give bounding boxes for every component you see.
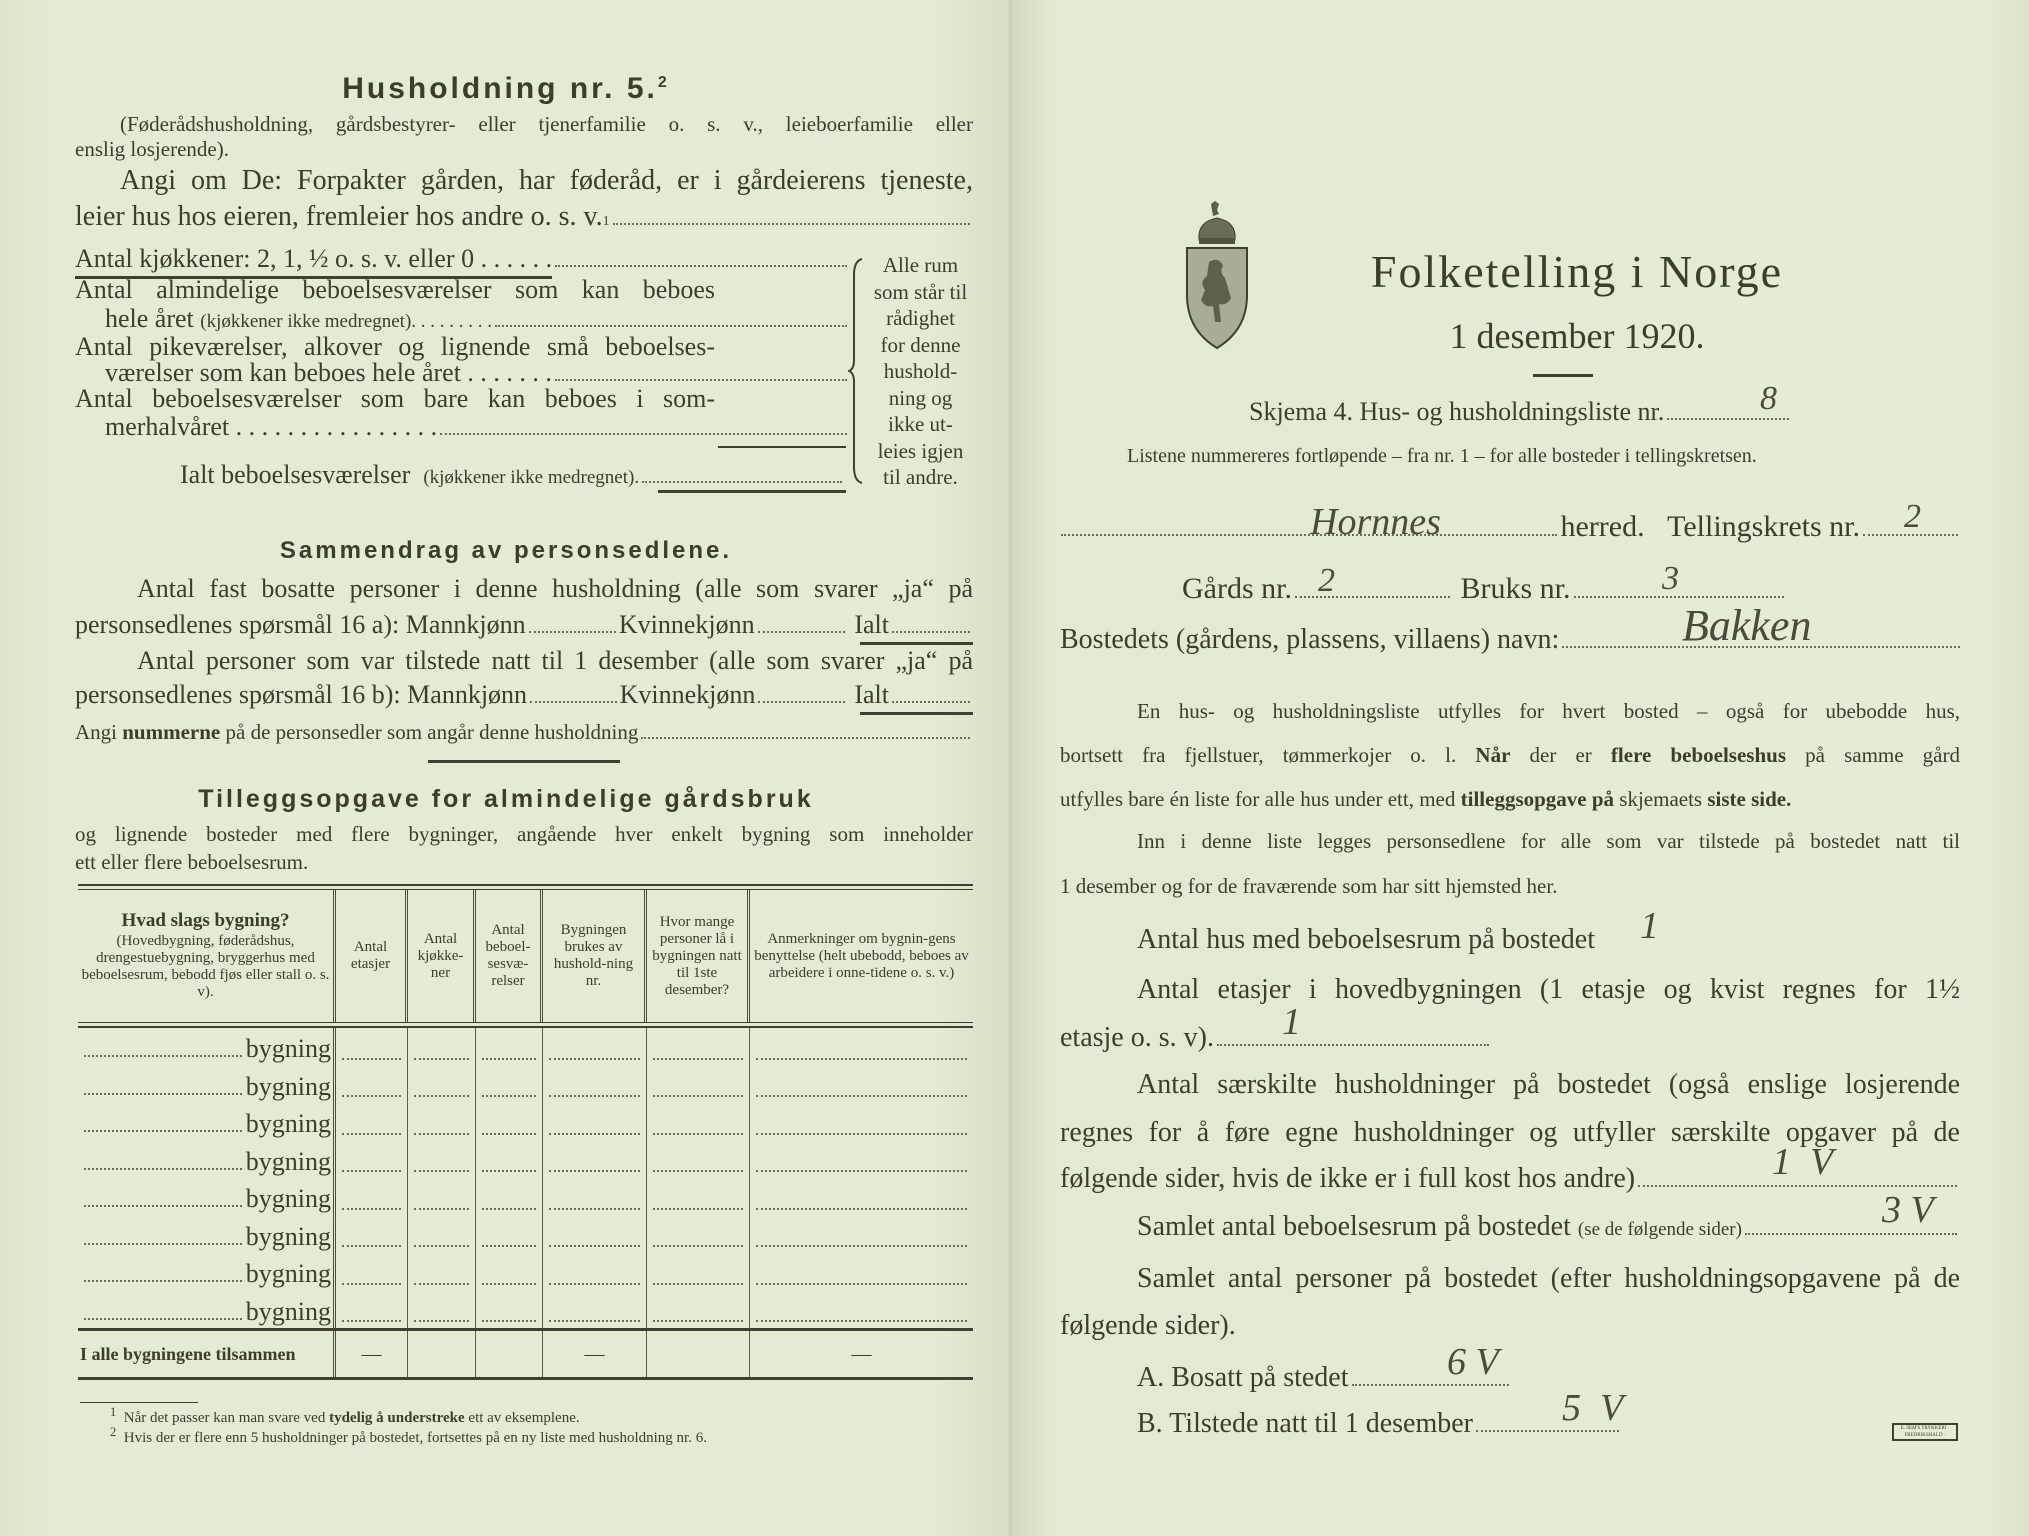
female-field xyxy=(758,631,845,633)
table-cell xyxy=(647,1253,750,1291)
table-cell xyxy=(750,1253,973,1291)
small-rooms-field xyxy=(555,379,847,381)
column-title: Antal etasjer xyxy=(350,939,391,972)
table-cell xyxy=(647,1178,750,1216)
dotted-field xyxy=(84,1055,242,1057)
table-cell xyxy=(647,1331,750,1377)
divider xyxy=(1533,374,1593,377)
dotted-field xyxy=(482,1208,536,1210)
male-field xyxy=(529,631,616,633)
bygning-label: bygning xyxy=(245,1071,331,1101)
households-line: Antal særskilte husholdninger på bostedet (også enslige losjerende xyxy=(1137,1069,1960,1100)
table-cell xyxy=(336,1103,408,1141)
bygning-label: bygning xyxy=(245,1259,331,1288)
instruction-line: Inn i denne liste legges personsedlene for alle som var tilstede på bostedet natt til xyxy=(1137,829,1960,853)
bracket-note-line: ikke ut- xyxy=(888,412,953,436)
summer-rooms-field xyxy=(440,433,847,435)
column-title: Bygningen brukes av hushold-ning nr. xyxy=(553,922,634,989)
column-header xyxy=(750,890,973,1022)
table-cell xyxy=(408,1028,476,1066)
table-cell xyxy=(476,1103,543,1141)
houses-value: 1 xyxy=(1640,905,1659,947)
resident-field xyxy=(1352,1384,1509,1386)
column-subtitle: (Hovedbygning, føderådshus, drengestuebygning, bryggerhus med beboelsesrum, bebodd fjøs eller stall o. s. v). xyxy=(81,932,330,1000)
small-rooms-line: Antal pikeværelser, alkover og lignende små beboelses- xyxy=(75,332,715,361)
divider xyxy=(658,490,846,493)
table-cell xyxy=(647,1141,750,1179)
dotted-field xyxy=(653,1320,743,1322)
krets-value: 2 xyxy=(1904,498,1921,535)
check-mark: V xyxy=(1810,1141,1834,1183)
table-cell xyxy=(750,1028,973,1066)
rooms-field xyxy=(1745,1233,1957,1235)
dotted-field xyxy=(84,1168,242,1170)
instruction-line: utfylles bare én liste for alle hus under ett, med tilleggsopgave på skjemaets siste side. xyxy=(1060,787,1792,811)
herred-value: Hornnes xyxy=(1310,501,1441,543)
divider xyxy=(860,642,973,645)
households-line: regnes for å føre egne husholdninger og utfyller særskilte opgaver på de xyxy=(1060,1117,1960,1148)
dotted-field xyxy=(482,1133,536,1135)
kitchens-row: Antal kjøkkener: 2, 1, ½ o. s. v. eller 0 . . . . . . xyxy=(75,244,850,279)
dotted-field xyxy=(84,1130,242,1132)
herred-row: herred. Tellingskrets nr. xyxy=(1058,510,1961,544)
table-cell xyxy=(408,1216,476,1254)
table-cell xyxy=(476,1178,543,1216)
dotted-field xyxy=(549,1133,640,1135)
resident-row: A. Bosatt på stedet xyxy=(1137,1362,1512,1394)
table-cell xyxy=(336,1291,408,1329)
table-cell xyxy=(476,1216,543,1254)
dotted-field xyxy=(653,1283,743,1285)
dotted-field xyxy=(84,1093,242,1095)
printer-stamp: E. SEM'S TRYKKERI · FREDRIKSHALD · xyxy=(1892,1423,1958,1441)
table-cell xyxy=(408,1331,476,1377)
dotted-field xyxy=(414,1133,469,1135)
table-cell xyxy=(336,1253,408,1291)
dotted-field xyxy=(414,1283,469,1285)
resident-value: 6 V xyxy=(1447,1341,1499,1383)
column-title: Anmerkninger om bygnin-gens benyttelse (helt ubebodd, beboes av arbeidere i onne-tidene o. s. v.) xyxy=(754,930,969,981)
building-type-cell xyxy=(78,1216,336,1254)
bruks-value: 3 xyxy=(1662,560,1679,597)
small-rooms-row: værelser som kan beboes hele året . . . . . . . xyxy=(105,358,850,388)
angi-line: Angi om De: Forpakter gården, har føderåd, er i gårdeierens tjeneste, xyxy=(120,165,973,196)
table-cell xyxy=(476,1028,543,1066)
summary-heading: Sammendrag av personsedlene. xyxy=(279,537,733,564)
table-cell xyxy=(647,1291,750,1329)
bracket-note-line: rådighet xyxy=(886,306,955,330)
dotted-field xyxy=(653,1245,743,1247)
dotted-field xyxy=(84,1280,242,1282)
table-cell xyxy=(647,1216,750,1254)
column-header xyxy=(78,890,336,1022)
supplement-heading: Tilleggsopgave for almindelige gårdsbruk xyxy=(198,785,814,813)
table-cell xyxy=(408,1253,476,1291)
bracket-note-line: Alle rum xyxy=(882,253,959,277)
norway-coat-of-arms-icon xyxy=(1177,200,1257,350)
numbers-row: Angi nummerne på de personsedler som angår denne husholdning xyxy=(75,720,973,745)
total-rooms-field xyxy=(642,481,842,483)
dotted-field xyxy=(414,1170,469,1172)
building-type-cell xyxy=(78,1103,336,1141)
dotted-field xyxy=(84,1205,242,1207)
bygning-label: bygning xyxy=(245,1221,331,1251)
building-type-cell xyxy=(78,1253,336,1291)
left-page xyxy=(0,0,1012,1536)
dotted-field xyxy=(756,1320,967,1322)
present-value: 5 V xyxy=(1562,1387,1624,1429)
dotted-field xyxy=(756,1058,967,1060)
table-cell xyxy=(408,1066,476,1104)
table-row xyxy=(78,1291,973,1329)
table-cell xyxy=(543,1141,647,1179)
bygning-label: bygning xyxy=(245,1184,331,1213)
total-label: I alle bygningene tilsammen xyxy=(78,1331,336,1377)
total-field xyxy=(892,631,970,633)
table-cell xyxy=(647,1066,750,1104)
summer-rooms-line: Antal beboelsesværelser som bare kan beboes i som- xyxy=(75,384,715,413)
dotted-field xyxy=(342,1283,401,1285)
table-row xyxy=(78,1141,973,1179)
table-cell xyxy=(336,1066,408,1104)
dotted-field xyxy=(342,1170,401,1172)
table-cell xyxy=(476,1066,543,1104)
supplement-text: ett eller flere beboelsesrum. xyxy=(75,850,309,874)
table-cell xyxy=(543,1253,647,1291)
bygning-label: bygning xyxy=(245,1034,331,1063)
buildings-table xyxy=(78,884,973,1380)
summary-line: Antal fast bosatte personer i denne husholdning (alle som svarer „ja“ på xyxy=(137,574,973,603)
total-dash: — xyxy=(336,1331,408,1377)
brace-icon xyxy=(848,255,868,485)
floors-row: etasje o. s. v). xyxy=(1060,1022,1492,1054)
table-cell xyxy=(543,1066,647,1104)
household-title: Husholdning nr. 5.$^2$ xyxy=(342,72,670,105)
numbering-note: Listene nummereres fortløpende – fra nr. 1 – for alle bosteder i tellingskretsen. xyxy=(1127,445,1757,467)
dotted-field xyxy=(342,1058,401,1060)
dotted-field xyxy=(414,1058,469,1060)
table-row xyxy=(78,1103,973,1141)
table-cell xyxy=(336,1028,408,1066)
dotted-field xyxy=(653,1170,743,1172)
summary-line: Antal personer som var tilstede natt til 1 desember (alle som svarer „ja“ på xyxy=(137,646,973,675)
dotted-field xyxy=(84,1318,242,1320)
summary-16b-row: personsedlenes spørsmål 16 b): Mannkjønn Kvinnekjønn Ialt xyxy=(75,680,973,710)
list-number-value: 8 xyxy=(1760,380,1777,417)
table-cell xyxy=(750,1066,973,1104)
bracket-note-line: ning og xyxy=(888,385,953,410)
dotted-field xyxy=(482,1320,536,1322)
table-cell xyxy=(647,1028,750,1066)
dotted-field xyxy=(756,1095,967,1097)
floors-line: Antal etasjer i hovedbygningen (1 etasje og kvist regnes for 1½ xyxy=(1137,974,1960,1005)
table-cell xyxy=(543,1291,647,1329)
rooms-row: Samlet antal beboelsesrum på bostedet (se de følgende sider) xyxy=(1137,1211,1960,1243)
table-cell xyxy=(408,1103,476,1141)
right-page xyxy=(1012,0,2029,1536)
dotted-field xyxy=(549,1208,640,1210)
dotted-field xyxy=(482,1058,536,1060)
building-type-cell xyxy=(78,1066,336,1104)
check-mark: V xyxy=(1475,1341,1499,1383)
table-cell xyxy=(543,1103,647,1141)
households-field xyxy=(1638,1185,1957,1187)
dotted-field xyxy=(549,1320,640,1322)
column-title: Antal kjøkke-ner xyxy=(417,930,464,981)
divider xyxy=(80,1402,198,1403)
table-cell xyxy=(476,1141,543,1179)
present-field xyxy=(1476,1430,1619,1432)
instruction-line: bortsett fra fjellstuer, tømmerkojer o. l. Når der er flere beboelseshus på samme gård xyxy=(1060,743,1960,767)
dotted-field xyxy=(414,1095,469,1097)
bygning-label: bygning xyxy=(245,1296,331,1326)
census-date: 1 desember 1920. xyxy=(1449,316,1705,356)
table-cell xyxy=(336,1178,408,1216)
bracket-note-line: som står til xyxy=(873,279,968,304)
dotted-field xyxy=(342,1208,401,1210)
answer-field xyxy=(613,223,970,225)
ordinary-rooms-field xyxy=(495,325,847,327)
intro-line: (Føderådshusholdning, gårdsbestyrer- eller tjenerfamilie o. s. v., leieboerfamilie eller xyxy=(120,112,973,136)
households-row: følgende sider, hvis de ikke er i full kost hos andre) xyxy=(1060,1163,1960,1195)
floors-value: 1 xyxy=(1282,1001,1301,1043)
gards-row: Gårds nr. Bruks nr. xyxy=(1182,572,1787,606)
bracket-note xyxy=(868,252,973,491)
table-row xyxy=(78,1253,973,1291)
list-number-field xyxy=(1667,418,1789,420)
dotted-field xyxy=(414,1208,469,1210)
dotted-field xyxy=(756,1283,967,1285)
ordinary-rooms-row: hele året (kjøkkener ikke medregnet). . . . . . . . . xyxy=(105,304,850,334)
table-cell xyxy=(750,1141,973,1179)
dotted-field xyxy=(756,1133,967,1135)
male-field xyxy=(530,701,617,703)
table-row xyxy=(78,1028,973,1066)
column-header xyxy=(336,890,408,1022)
bygning-label: bygning xyxy=(245,1109,331,1138)
ordinary-rooms-line: Antal almindelige beboelsesværelser som kan beboes xyxy=(75,275,715,304)
table-cell xyxy=(647,1103,750,1141)
table-cell xyxy=(543,1178,647,1216)
building-type-cell xyxy=(78,1141,336,1179)
houses-row: Antal hus med beboelsesrum på bostedet xyxy=(1137,924,1596,955)
bracket-note-line: til andre. xyxy=(883,465,958,489)
bosted-value: Bakken xyxy=(1682,601,1812,650)
table-cell xyxy=(408,1141,476,1179)
dotted-field xyxy=(342,1095,401,1097)
numbers-field xyxy=(641,737,970,739)
angi-line-2: leier hus hos eieren, fremleier hos andre o. s. v. 1 xyxy=(75,201,973,233)
dotted-field xyxy=(414,1320,469,1322)
table-cell xyxy=(750,1178,973,1216)
dotted-field xyxy=(342,1133,401,1135)
divider xyxy=(718,446,846,448)
bracket-note-line: hushold- xyxy=(883,359,958,383)
dotted-field xyxy=(549,1245,640,1247)
kitchens-field xyxy=(555,265,847,267)
summer-rooms-row: merhalvåret . . . . . . . . . . . . . . . . xyxy=(105,412,850,442)
column-header xyxy=(647,890,750,1022)
dotted-field xyxy=(482,1283,536,1285)
dotted-field xyxy=(653,1058,743,1060)
divider xyxy=(860,712,973,715)
persons-line: følgende sider). xyxy=(1060,1310,1236,1341)
table-cell xyxy=(336,1216,408,1254)
dotted-field xyxy=(342,1320,401,1322)
rooms-value: 3 V xyxy=(1882,1189,1934,1231)
dotted-field xyxy=(549,1283,640,1285)
bosted-row: Bostedets (gårdens, plassens, villaens) navn: xyxy=(1060,624,1963,656)
table-row xyxy=(78,1216,973,1254)
total-row xyxy=(78,1331,973,1377)
instruction-line: En hus- og husholdningsliste utfylles for hvert bosted – også for ubebodde hus, xyxy=(1137,699,1960,723)
bracket-note-line: for denne xyxy=(880,332,961,357)
supplement-text: og lignende bosteder med flere bygninger, angående hver enkelt bygning som inneholder xyxy=(75,822,973,846)
check-mark: V xyxy=(1600,1387,1624,1429)
check-mark: V xyxy=(1910,1189,1934,1231)
total-rooms-row: Ialt beboelsesværelser (kjøkkener ikke medregnet). xyxy=(180,460,845,490)
column-header xyxy=(408,890,476,1022)
dotted-field xyxy=(653,1133,743,1135)
table-cell xyxy=(543,1028,647,1066)
dotted-field xyxy=(756,1208,967,1210)
footnote-1: $^1$ Når det passer kan man svare ved tydelig å understreke ett av eksemplene. xyxy=(110,1405,580,1426)
table-cell xyxy=(750,1216,973,1254)
dotted-field xyxy=(549,1058,640,1060)
table-row xyxy=(78,1066,973,1104)
dotted-field xyxy=(756,1245,967,1247)
total-field xyxy=(892,701,970,703)
footnote-2: $^2$ Hvis der er flere enn 5 husholdninger på bostedet, fortsettes på en ny liste med husholdning nr. 6. xyxy=(110,1425,707,1446)
bygning-label: bygning xyxy=(245,1146,331,1176)
table-cell xyxy=(543,1216,647,1254)
table-cell xyxy=(750,1103,973,1141)
female-field xyxy=(758,701,845,703)
dotted-field xyxy=(84,1243,242,1245)
building-type-cell xyxy=(78,1291,336,1329)
schema-row: Skjema 4. Hus- og husholdningsliste nr. xyxy=(1249,397,1792,427)
table-row xyxy=(78,1178,973,1216)
dotted-field xyxy=(482,1095,536,1097)
column-header xyxy=(543,890,647,1022)
dotted-field xyxy=(482,1245,536,1247)
dotted-field xyxy=(653,1095,743,1097)
building-type-cell xyxy=(78,1178,336,1216)
census-title: Folketelling i Norge xyxy=(1370,246,1784,297)
dotted-field xyxy=(549,1170,640,1172)
dotted-field xyxy=(342,1245,401,1247)
dotted-field xyxy=(653,1208,743,1210)
dotted-field xyxy=(549,1095,640,1097)
table-cell xyxy=(336,1141,408,1179)
column-title: Antal beboel-sesvæ-relser xyxy=(485,922,531,989)
table-cell xyxy=(408,1291,476,1329)
instruction-line: 1 desember og for de fraværende som har sitt hjemsted her. xyxy=(1060,874,1558,898)
gards-value: 2 xyxy=(1318,562,1335,599)
total-dash: — xyxy=(543,1331,647,1377)
divider xyxy=(428,760,620,763)
dotted-field xyxy=(414,1245,469,1247)
dotted-field xyxy=(482,1170,536,1172)
bracket-note-line: leies igjen xyxy=(877,438,964,463)
total-dash: — xyxy=(851,1342,872,1365)
table-header xyxy=(78,890,973,1022)
table-cell xyxy=(476,1253,543,1291)
table-cell xyxy=(750,1291,973,1329)
summary-16a-row: personsedlenes spørsmål 16 a): Mannkjønn Kvinnekjønn Ialt xyxy=(75,610,973,640)
dotted-field xyxy=(756,1170,967,1172)
households-value: 1 V xyxy=(1772,1141,1834,1183)
column-title: Hvor mange personer lå i bygningen natt til 1ste desember? xyxy=(652,913,742,998)
column-title: Hvad slags bygning? xyxy=(121,909,290,931)
building-type-cell xyxy=(78,1028,336,1066)
table-cell xyxy=(408,1178,476,1216)
intro-line: enslig losjerende). xyxy=(75,137,229,161)
present-row: B. Tilstede natt til 1 desember xyxy=(1137,1408,1622,1440)
persons-line: Samlet antal personer på bostedet (efter husholdningsopgavene på de xyxy=(1137,1263,1960,1294)
table-cell xyxy=(476,1291,543,1329)
table-cell xyxy=(476,1331,543,1377)
column-header xyxy=(476,890,543,1022)
floors-field xyxy=(1217,1044,1489,1046)
